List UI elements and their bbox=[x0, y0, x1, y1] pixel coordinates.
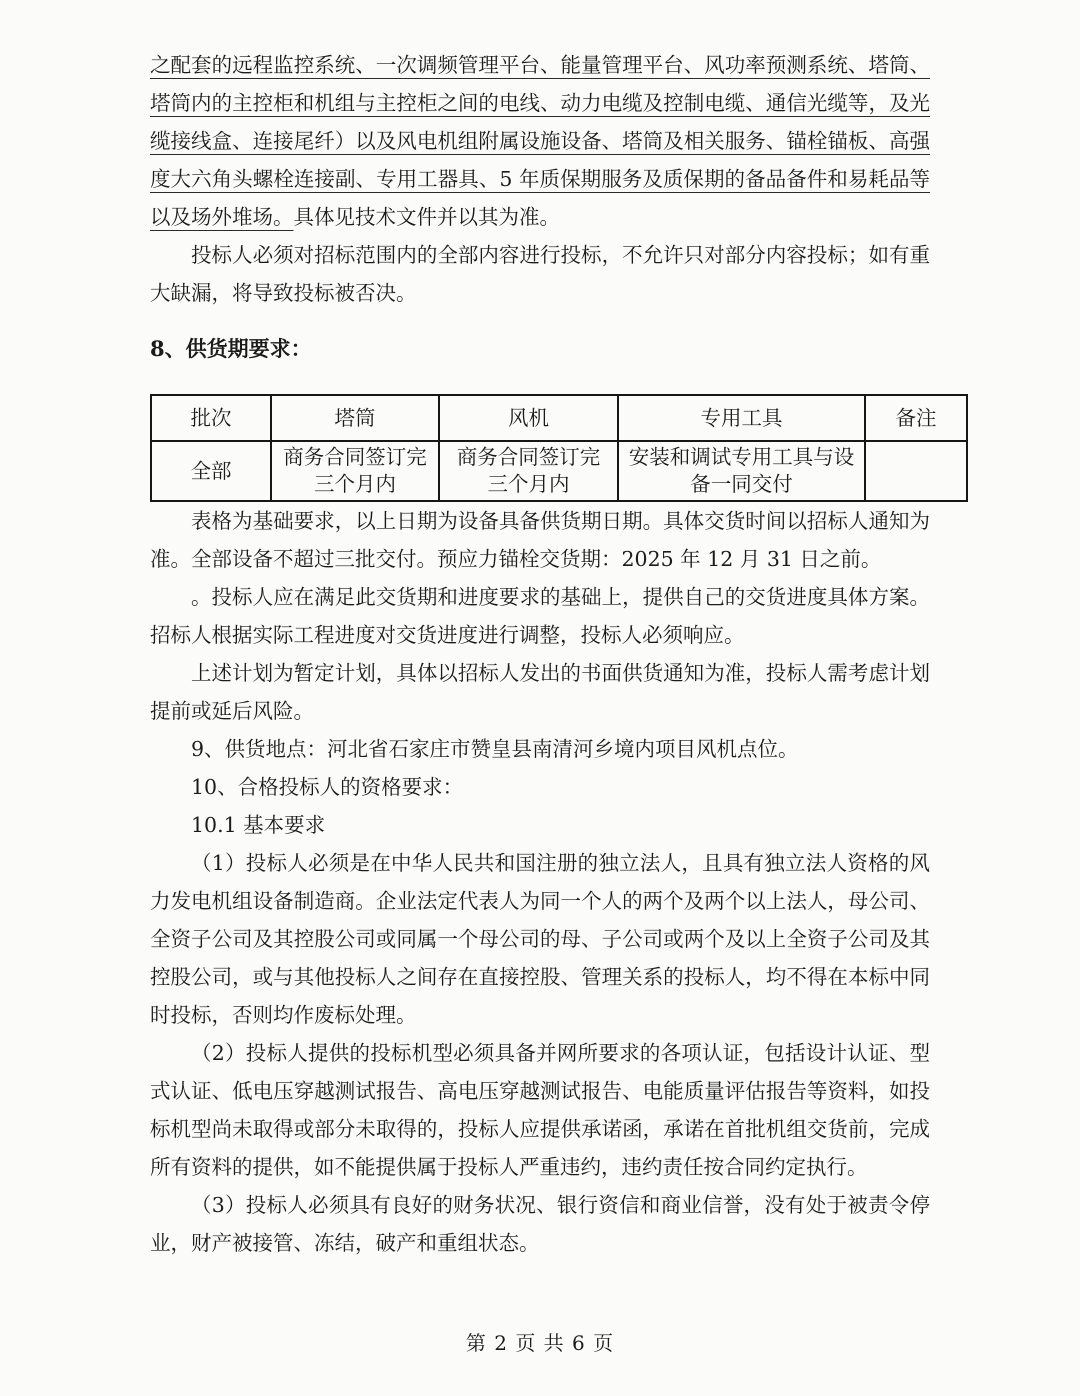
item-basic-requirements: 10.1 基本要求 bbox=[191, 813, 326, 837]
col-header-special-tools: 专用工具 bbox=[618, 395, 865, 441]
paragraph-qualification-1: （1）投标人必须是在中华人民共和国注册的独立法人，且具有独立法人资格的风力发电机组设备制造商。企业法定代表人为同一个人的两个及两个以上法人，母公司、全资子公司及其控股公司或同属一个母公司的母、子公司或两个及以上全资子公司及其控股公司，或与其他投标人之间存在直接控股、管理关系的投标人，均不得在本标中同时投标，否则均作废标处理。 bbox=[150, 851, 930, 1027]
col-header-batch: 批次 bbox=[151, 395, 271, 441]
cell-tools-schedule: 安装和调试专用工具与设备一同交付 bbox=[618, 441, 865, 501]
item-qualification-requirements: 10、合格投标人的资格要求： bbox=[191, 775, 464, 799]
scope-underlined-text: 之配套的远程监控系统、一次调频管理平台、能量管理平台、风功率预测系统、塔筒、塔筒内的主控柜和机组与主控柜之间的电线、动力电缆及控制电缆、通信光缆等，及光缆接线盒、连接尾纤）以及风电机组附属设施设备、塔筒及相关服务、锚栓锚板、高强度大六角头螺栓连接副、专用工器具、5 年质保期服务及质保期的备品备件和易耗品等以及场外堆场。 bbox=[150, 53, 930, 229]
paragraph-table-note: 表格为基础要求，以上日期为设备具备供货期日期。具体交货时间以招标人通知为准。全部设备不超过三批交付。预应力锚栓交货期：2025 年 12 月 31 日之前。 bbox=[150, 509, 930, 571]
paragraph-scope-continuation bbox=[150, 46, 930, 236]
cell-tower-schedule: 商务合同签订完三个月内 bbox=[271, 441, 439, 501]
cell-batch: 全部 bbox=[151, 441, 271, 501]
paragraph-delivery-plan: 。投标人应在满足此交货期和进度要求的基础上，提供自己的交货进度具体方案。招标人根据实际工程进度对交货进度进行调整，投标人必须响应。 bbox=[150, 585, 930, 647]
cell-remarks bbox=[865, 441, 967, 501]
table-row bbox=[151, 441, 967, 501]
col-header-remarks: 备注 bbox=[865, 395, 967, 441]
item-supply-location: 9、供货地点：河北省石家庄市赞皇县南清河乡境内项目风机点位。 bbox=[191, 737, 799, 761]
col-header-tower: 塔筒 bbox=[271, 395, 439, 441]
paragraph-bid-requirement: 投标人必须对招标范围内的全部内容进行投标，不允许只对部分内容投标；如有重大缺漏，将导致投标被否决。 bbox=[150, 243, 930, 305]
heading-supply-period: 8、供货期要求： bbox=[150, 336, 312, 361]
paragraph-tentative-plan: 上述计划为暂定计划，具体以招标人发出的书面供货通知为准，投标人需考虑计划提前或延后风险。 bbox=[150, 661, 930, 723]
paragraph-qualification-3: （3）投标人必须具有良好的财务状况、银行资信和商业信誉，没有处于被责令停业，财产被接管、冻结，破产和重组状态。 bbox=[150, 1193, 930, 1255]
scope-plain-text: 具体见技术文件并以其为准。 bbox=[293, 205, 560, 229]
cell-turbine-schedule: 商务合同签订完三个月内 bbox=[439, 441, 618, 501]
page-number: 第 2 页 共 6 页 bbox=[465, 1331, 615, 1355]
table-header-row bbox=[151, 395, 967, 441]
col-header-turbine: 风机 bbox=[439, 395, 618, 441]
paragraph-qualification-2: （2）投标人提供的投标机型必须具备并网所要求的各项认证，包括设计认证、型式认证、低电压穿越测试报告、高电压穿越测试报告、电能质量评估报告等资料，如投标机型尚未取得或部分未取得的，投标人应提供承诺函，承诺在首批机组交货前，完成所有资料的提供，如不能提供属于投标人严重违约，违约责任按合同约定执行。 bbox=[150, 1041, 930, 1179]
supply-schedule-table bbox=[150, 394, 968, 502]
